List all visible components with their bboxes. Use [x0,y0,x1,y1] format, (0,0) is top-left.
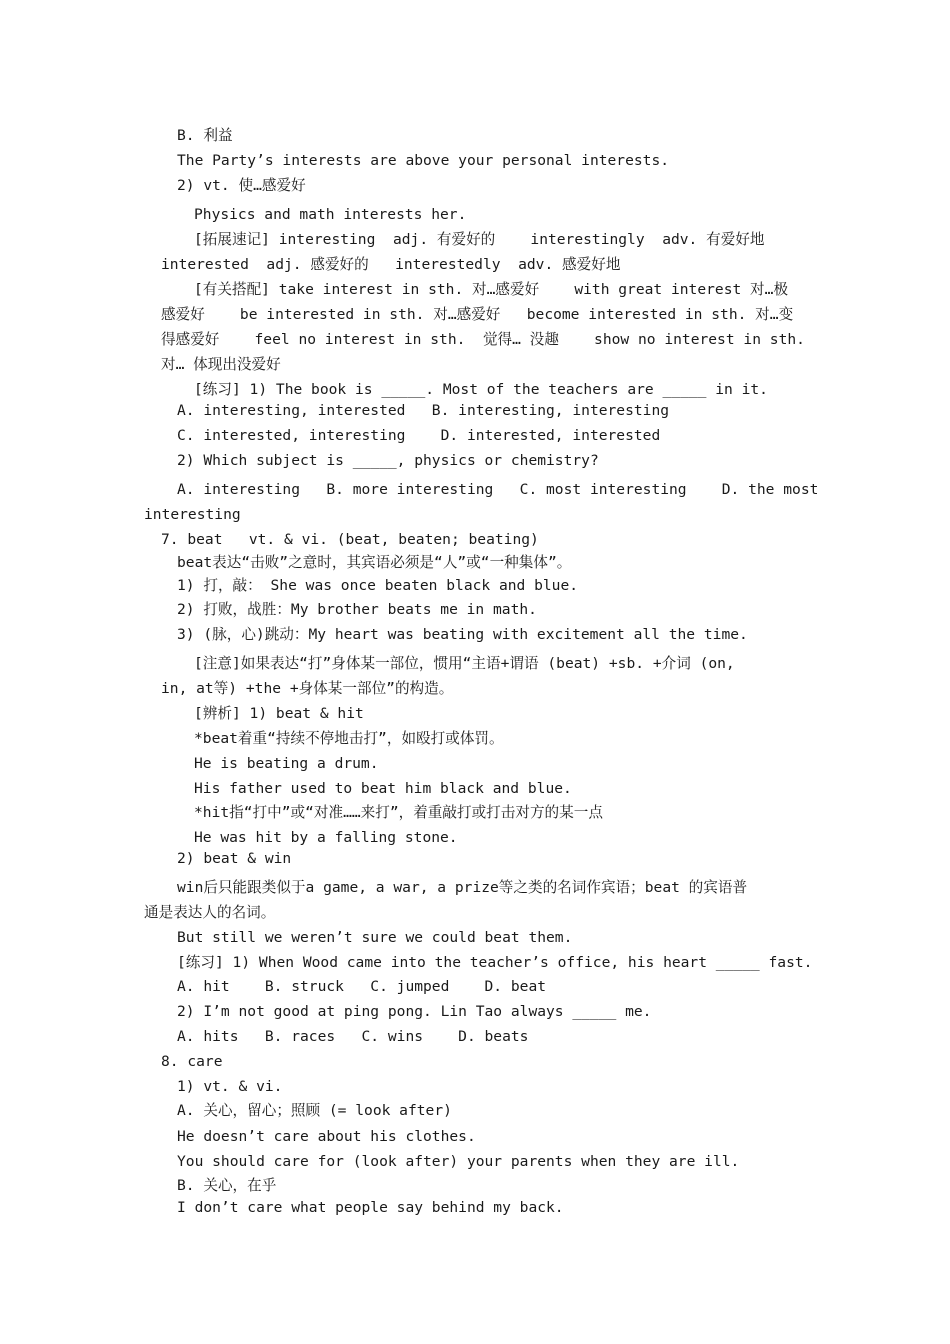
text-line: in, at等) +the +身体某一部位”的构造。 [161,680,454,697]
text-line: He was hit by a falling stone. [194,829,458,846]
text-line: 1) 打，敲： She was once beaten black and blue. [177,577,579,594]
text-line: [拓展速记] interesting adj. 有爱好的 interestingly adv. 有爱好地 [194,231,765,248]
text-line: You should care for (look after) your parents when they are ill. [177,1153,740,1170]
text-line: *beat着重“持续不停地击打”，如殴打或体罚。 [194,730,504,747]
text-line: A. 关心，留心；照顾 (= look after) [177,1102,452,1119]
text-line: [练习] 1) The book is _____. Most of the teachers are _____ in it. [194,381,768,398]
text-line: A. interesting B. more interesting C. most interesting D. the most [177,481,819,498]
text-line: Physics and math interests her. [194,206,467,223]
text-line: He doesn’t care about his clothes. [177,1128,476,1145]
text-line: The Party’s interests are above your personal interests. [177,152,670,169]
text-line: 8. care [161,1053,223,1070]
text-line: [辨析] 1) beat & hit [194,705,364,722]
text-line: C. interested, interesting D. interested, interested [177,427,661,444]
text-line: interested adj. 感爱好的 interestedly adv. 感爱好地 [161,256,621,273]
text-line: 得感爱好 feel no interest in sth. 觉得… 没趣 show no interest in sth. [161,331,805,348]
text-line: [注意]如果表达“打”身体某一部位，惯用“主语+谓语 (beat) +sb. +介词 (on, [194,655,735,672]
text-line: 2) beat & win [177,850,292,867]
text-line: interesting [144,506,241,523]
text-line: 2) I’m not good at ping pong. Lin Tao always _____ me. [177,1003,652,1020]
text-line: B. 关心，在乎 [177,1177,277,1194]
text-line: [练习] 1) When Wood came into the teacher’s office, his heart _____ fast. [177,954,813,971]
text-line: He is beating a drum. [194,755,379,772]
text-line: 2) 打败，战胜：My brother beats me in math. [177,601,537,618]
text-line: 2) Which subject is _____, physics or chemistry? [177,452,599,469]
text-line: 3) (脉，心)跳动：My heart was beating with excitement all the time. [177,626,748,643]
text-line: beat表达“击败”之意时，其宾语必须是“人”或“一种集体”。 [177,554,572,571]
text-line: 2) vt. 使…感爱好 [177,177,306,194]
text-line: 1) vt. & vi. [177,1078,283,1095]
text-line: A. hit B. struck C. jumped D. beat [177,978,547,995]
text-line: 对… 体现出没爱好 [161,356,281,373]
text-line: win后只能跟类似于a game, a war, a prize等之类的名词作宾语；beat 的宾语普 [177,879,748,896]
text-line: 通是表达人的名词。 [144,904,276,921]
text-line: His father used to beat him black and blue. [194,780,572,797]
text-line: *hit指“打中”或“对准……来打”，着重敲打或打击对方的某一点 [194,804,603,821]
text-line: 感爱好 be interested in sth. 对…感爱好 become interested in sth. 对…变 [161,306,794,323]
text-line: But still we weren’t sure we could beat them. [177,929,573,946]
text-line: A. hits B. races C. wins D. beats [177,1028,529,1045]
text-line: I don’t care what people say behind my back. [177,1199,564,1216]
text-line: B. 利益 [177,127,233,144]
text-line: A. interesting, interested B. interesting, interesting [177,402,670,419]
text-line: 7. beat vt. & vi. (beat, beaten; beating) [161,531,539,548]
text-line: [有关搭配] take interest in sth. 对…感爱好 with great interest 对…极 [194,281,789,298]
